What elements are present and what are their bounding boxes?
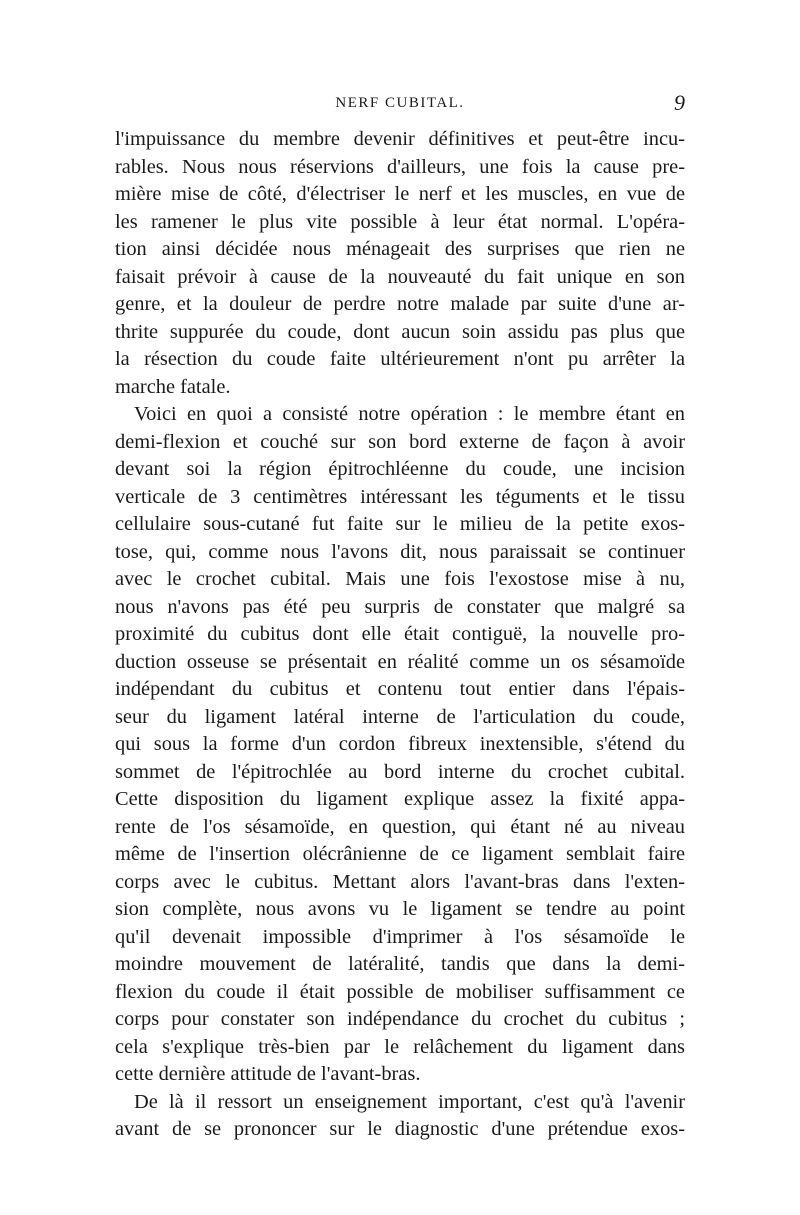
- text-line: cellulaire sous-cutané fut faite sur le milieu de la petite exos-: [115, 513, 685, 535]
- running-head: [115, 92, 685, 116]
- text-line: corps avec le cubitus. Mettant alors l'avant-bras dans l'exten-: [115, 870, 685, 893]
- text-line: flexion du coude il était possible de mobiliser suffisamment ce: [115, 980, 685, 1003]
- text-line: rables. Nous nous réservions d'ailleurs, une fois la cause pre-: [115, 155, 685, 178]
- text-line: proximité du cubitus dont elle était contiguë, la nouvelle pro-: [115, 623, 685, 645]
- page-number: 9: [674, 90, 685, 115]
- text-line: corps pour constater son indépendance du crochet du cubitus ;: [115, 1008, 685, 1030]
- text-line: devant soi la région épitrochléenne du coude, une incision: [115, 458, 685, 480]
- text-line: Cette disposition du ligament explique assez la fixité appa-: [115, 788, 685, 810]
- text-line: indépendant du cubitus et contenu tout entier dans l'épais-: [115, 678, 685, 700]
- text-line: avant de se prononcer sur le diagnostic d'une prétendue exos-: [115, 1118, 685, 1140]
- text-line: sion complète, nous avons vu le ligament se tendre au point: [115, 898, 685, 920]
- text-line: moindre mouvement de latéralité, tandis que dans la demi-: [115, 953, 685, 975]
- text-line: tose, qui, comme nous l'avons dit, nous paraissait se continuer: [115, 540, 685, 563]
- text-line: qui sous la forme d'un cordon fibreux inextensible, s'étend du: [115, 733, 685, 755]
- text-line: cela s'explique très-bien par le relâchement du ligament dans: [115, 1035, 685, 1058]
- text-line: sommet de l'épitrochlée au bord interne du crochet cubital.: [115, 760, 685, 783]
- text-line: demi-flexion et couché sur son bord externe de façon à avoir: [115, 430, 685, 453]
- text-line: l'impuissance du membre devenir définitives et peut-être incu-: [115, 128, 685, 150]
- text-line: nous n'avons pas été peu surpris de constater que malgré sa: [115, 595, 685, 618]
- text-line: mière mise de côté, d'électriser le nerf et les muscles, en vue de: [115, 183, 685, 205]
- text-line: De là il ressort un enseignement important, c'est qu'à l'avenir: [134, 1090, 685, 1113]
- text-line: cette dernière attitude de l'avant-bras.: [115, 1063, 421, 1085]
- text-line: marche fatale.: [115, 375, 231, 398]
- text-line: tion ainsi décidée nous ménageait des surprises que rien ne: [115, 238, 685, 260]
- text-line: même de l'insertion olécrânienne de ce ligament semblait faire: [115, 843, 685, 865]
- paragraph: [115, 1089, 685, 1144]
- text-line: thrite suppurée du coude, dont aucun soin assidu pas plus que: [115, 320, 685, 343]
- text-line: les ramener le plus vite possible à leur état normal. L'opéra-: [115, 210, 685, 233]
- text-line: rente de l'os sésamoïde, en question, qui étant né au niveau: [115, 815, 685, 838]
- text-line: Voici en quoi a consisté notre opération : le membre étant en: [134, 403, 685, 425]
- text-line: la résection du coude faite ultérieurement n'ont pu arrêter la: [115, 348, 685, 370]
- text-line: duction osseuse se présentait en réalité comme un os sésamoïde: [115, 650, 685, 673]
- body-text: [115, 126, 685, 1144]
- text-line: avec le crochet cubital. Mais une fois l'exostose mise à nu,: [115, 568, 685, 590]
- paragraph: [115, 401, 685, 1089]
- running-title: NERF CUBITAL.: [335, 95, 465, 111]
- text-line: genre, et la douleur de perdre notre malade par suite d'une ar-: [115, 293, 685, 315]
- text-line: seur du ligament latéral interne de l'articulation du coude,: [115, 705, 685, 728]
- text-line: verticale de 3 centimètres intéressant les téguments et le tissu: [115, 485, 685, 508]
- text-line: qu'il devenait impossible d'imprimer à l'os sésamoïde le: [115, 925, 685, 948]
- paragraph: [115, 126, 685, 401]
- text-line: faisait prévoir à cause de la nouveauté du fait unique en son: [115, 265, 685, 288]
